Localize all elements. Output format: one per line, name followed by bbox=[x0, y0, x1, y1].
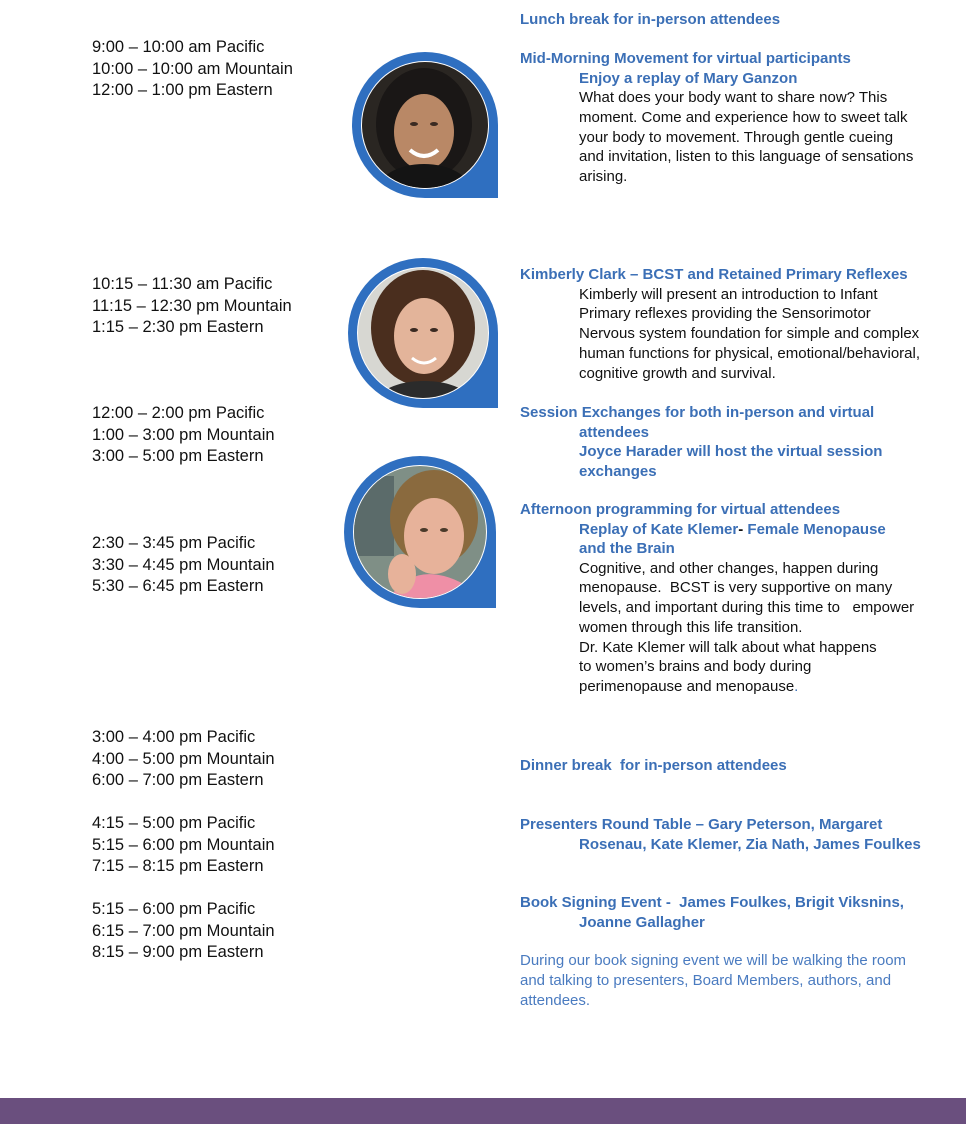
lunch-break-label: Lunch break for in-person attendees bbox=[520, 11, 781, 28]
session-exchanges bbox=[520, 403, 960, 481]
note-line: attendees. bbox=[520, 991, 591, 1009]
time-mountain: 4:00 – 5:00 pm Mountain bbox=[92, 749, 275, 768]
time-block-6 bbox=[92, 813, 275, 878]
session-authors: Joanne Gallagher bbox=[579, 913, 705, 931]
time-eastern: 12:00 – 1:00 pm Eastern bbox=[92, 81, 273, 99]
description-line: cognitive growth and survival. bbox=[579, 364, 776, 382]
session-description bbox=[520, 559, 960, 698]
note-line: During our book signing event we will be walking the room bbox=[520, 952, 907, 969]
time-mountain: 5:15 – 6:00 pm Mountain bbox=[92, 835, 275, 854]
time-block-3 bbox=[92, 403, 275, 468]
session-host-line: exchanges bbox=[579, 462, 657, 480]
description-text: perimenopause and menopause bbox=[579, 678, 795, 696]
time-mountain: 1:00 – 3:00 pm Mountain bbox=[92, 425, 275, 444]
description-line: Nervous system foundation for simple and complex bbox=[579, 325, 920, 343]
session-title: Presenters Round Table – Gary Peterson, Margaret bbox=[520, 816, 883, 833]
time-pacific: 5:15 – 6:00 pm Pacific bbox=[92, 900, 256, 918]
lunch-break bbox=[520, 10, 960, 30]
description-line: Primary reflexes providing the Sensorimotor bbox=[579, 305, 871, 323]
time-pacific: 3:00 – 4:00 pm Pacific bbox=[92, 728, 256, 746]
session-host-line: Joyce Harader will host the virtual session bbox=[579, 443, 883, 460]
description-line: moment. Come and experience how to sweet talk bbox=[579, 108, 908, 126]
description-line bbox=[579, 677, 960, 697]
description-line: and invitation, listen to this language of sensations bbox=[579, 148, 914, 166]
time-eastern: 5:30 – 6:45 pm Eastern bbox=[92, 577, 264, 595]
session-title: Afternoon programming for virtual attendees bbox=[520, 501, 841, 518]
note-line: and talking to presenters, Board Members, authors, and bbox=[520, 971, 892, 989]
time-eastern: 8:15 – 9:00 pm Eastern bbox=[92, 943, 264, 961]
subtitle-replay: Replay of Kate Klemer bbox=[579, 520, 739, 538]
dinner-break bbox=[520, 756, 960, 776]
session-description bbox=[520, 285, 960, 384]
description-line: women through this life transition. bbox=[579, 618, 803, 636]
session-description bbox=[520, 88, 960, 187]
session-subtitle-continued: and the Brain bbox=[579, 540, 675, 557]
time-block-7 bbox=[92, 899, 275, 964]
time-pacific: 9:00 – 10:00 am Pacific bbox=[92, 38, 265, 56]
time-eastern: 6:00 – 7:00 pm Eastern bbox=[92, 771, 264, 789]
session-afternoon-programming bbox=[520, 500, 960, 697]
time-block-4 bbox=[92, 533, 275, 598]
time-block-1 bbox=[92, 37, 293, 102]
description-line: human functions for physical, emotional/behavioral, bbox=[579, 344, 921, 362]
description-line: your body to movement. Through gentle cueing bbox=[579, 128, 894, 146]
description-line: to women’s brains and body during bbox=[579, 658, 812, 676]
subtitle-dash: - bbox=[738, 520, 744, 538]
session-subtitle bbox=[520, 520, 960, 540]
session-mid-morning-movement bbox=[520, 49, 960, 187]
description-period: . bbox=[794, 678, 799, 696]
description-line: levels, and important during this time to empower bbox=[579, 599, 915, 617]
book-signing-note bbox=[520, 951, 960, 1010]
time-mountain: 10:00 – 10:00 am Mountain bbox=[92, 59, 293, 78]
session-kimberly-clark bbox=[520, 265, 960, 383]
footer-bar bbox=[0, 1098, 966, 1124]
session-title-continued: attendees bbox=[579, 423, 650, 441]
session-round-table bbox=[520, 815, 960, 854]
presenter-portrait-mary-ganzon bbox=[352, 52, 498, 198]
time-mountain: 11:15 – 12:30 pm Mountain bbox=[92, 296, 292, 315]
time-block-5 bbox=[92, 727, 275, 792]
subtitle-topic: Female Menopause bbox=[743, 520, 886, 538]
time-pacific: 2:30 – 3:45 pm Pacific bbox=[92, 534, 256, 552]
description-line: menopause. BCST is very supportive on many bbox=[579, 579, 893, 597]
time-mountain: 3:30 – 4:45 pm Mountain bbox=[92, 555, 275, 574]
description-line: arising. bbox=[579, 168, 628, 186]
description-line: Cognitive, and other changes, happen during bbox=[579, 559, 879, 577]
description-line: Kimberly will present an introduction to Infant bbox=[579, 285, 878, 303]
time-block-2 bbox=[92, 274, 292, 339]
session-title: Session Exchanges for both in-person and virtual bbox=[520, 404, 875, 421]
description-line: Dr. Kate Klemer will talk about what happens bbox=[579, 638, 877, 656]
time-eastern: 1:15 – 2:30 pm Eastern bbox=[92, 318, 264, 336]
dinner-break-label: Dinner break for in-person attendees bbox=[520, 757, 787, 774]
time-mountain: 6:15 – 7:00 pm Mountain bbox=[92, 921, 275, 940]
time-pacific: 12:00 – 2:00 pm Pacific bbox=[92, 404, 265, 422]
time-pacific: 10:15 – 11:30 am Pacific bbox=[92, 275, 273, 293]
presenter-portrait-kate-klemer bbox=[344, 456, 496, 608]
session-presenters: Rosenau, Kate Klemer, Zia Nath, James Foulkes bbox=[579, 835, 921, 853]
session-subtitle: Enjoy a replay of Mary Ganzon bbox=[579, 69, 798, 87]
session-book-signing bbox=[520, 893, 960, 932]
time-pacific: 4:15 – 5:00 pm Pacific bbox=[92, 814, 256, 832]
presenter-portrait-kimberly-clark bbox=[348, 258, 498, 408]
session-title: Kimberly Clark – BCST and Retained Primary Reflexes bbox=[520, 266, 908, 283]
session-title: Mid-Morning Movement for virtual participants bbox=[520, 50, 851, 67]
time-eastern: 7:15 – 8:15 pm Eastern bbox=[92, 857, 264, 875]
description-line: What does your body want to share now? This bbox=[579, 89, 888, 106]
session-title: Book Signing Event - James Foulkes, Brigit Viksnins, bbox=[520, 894, 904, 911]
time-eastern: 3:00 – 5:00 pm Eastern bbox=[92, 447, 264, 465]
